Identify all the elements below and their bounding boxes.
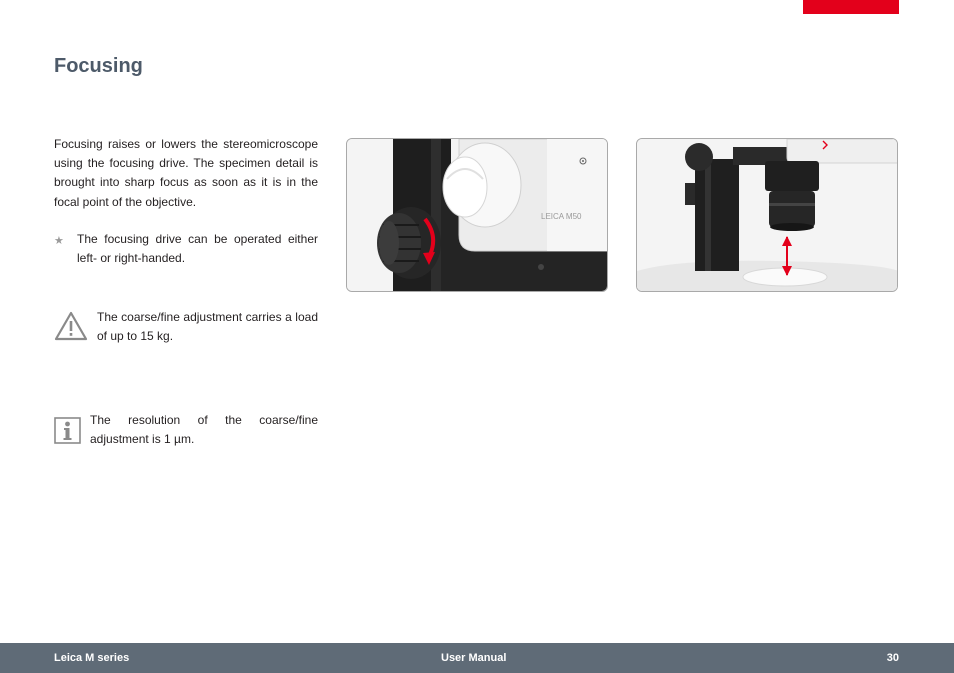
intro-paragraph: Focusing raises or lowers the stereomicroscope using the focusing drive. The specimen detail is brought into sharp focus as soon as it is in the focal point of the objective. — [54, 137, 318, 209]
page-footer — [0, 643, 954, 673]
star-icon: ★ — [54, 235, 64, 247]
section-tab — [803, 0, 899, 14]
warning-triangle-icon — [54, 311, 88, 341]
footer-page-number: 30 — [886, 652, 899, 664]
bullet-text: The focusing drive can be operated either left- or right-handed. — [77, 232, 318, 266]
info-icon — [54, 417, 81, 444]
footer-manual: User Manual — [441, 652, 507, 664]
footer-series: Leica M series — [54, 652, 130, 664]
brand-label: LEICA M50 — [541, 212, 582, 221]
focus-knob-image — [346, 138, 608, 292]
info-note — [54, 411, 318, 455]
warning-note — [54, 308, 318, 352]
focus-travel-image — [636, 138, 898, 292]
warning-text: The coarse/fine adjustment carries a load of up to 15 kg. — [97, 310, 318, 344]
page-title: Focusing — [54, 55, 143, 77]
info-text: The resolution of the coarse/fine adjustment is 1 µm. — [90, 413, 318, 447]
